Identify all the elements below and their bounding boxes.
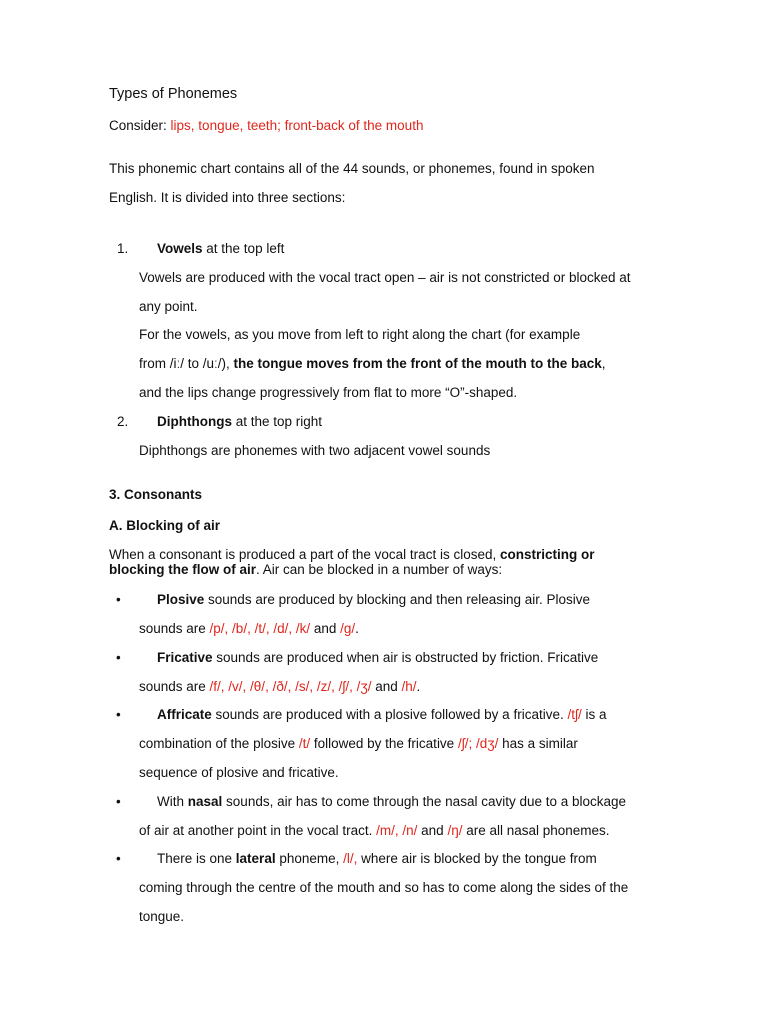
affricate-line-1 xyxy=(157,706,607,724)
bullet-affricate: • xyxy=(116,707,121,722)
plosive-phonemes: /p/, /b/, /t/, /d/, /k/ xyxy=(209,621,311,636)
lateral-line-3: tongue. xyxy=(139,909,185,924)
nasal-line-2 xyxy=(139,822,610,840)
nasal-l2-pre: of air at another point in the vocal tract. xyxy=(139,823,377,838)
fricative-end: . xyxy=(416,679,421,694)
diphthongs-heading xyxy=(157,413,322,431)
plosive-line-2 xyxy=(139,620,359,638)
lateral-line-1 xyxy=(157,850,597,868)
consonants-intro-post: . Air can be blocked in a number of ways: xyxy=(256,562,503,577)
diphthongs-heading-rest: at the top right xyxy=(231,414,323,429)
vowels-line-4-pre: from /iː/ to /uː/), xyxy=(139,356,234,371)
plosive-bold: Plosive xyxy=(157,592,205,607)
nasal-and: and xyxy=(417,823,448,838)
bullet-lateral: • xyxy=(116,851,121,866)
consider-value: lips, tongue, teeth; front-back of the mouth xyxy=(170,118,424,133)
vowels-line-1: Vowels are produced with the vocal tract open – air is not constricted or blocked at xyxy=(139,270,631,285)
intro-line-2: English. It is divided into three sections: xyxy=(109,190,346,205)
vowels-line-2: any point. xyxy=(139,299,198,314)
page-title: Types of Phonemes xyxy=(109,86,238,102)
affricate-rest: sounds are produced with a plosive followed by a fricative. xyxy=(211,707,568,722)
fricative-and: and xyxy=(371,679,402,694)
vowels-line-3: For the vowels, as you move from left to right along the chart (for example xyxy=(139,327,581,342)
diphthongs-line-1: Diphthongs are phonemes with two adjacent vowel sounds xyxy=(139,443,491,458)
lateral-mid: phoneme, xyxy=(275,851,344,866)
nasal-rest: sounds, air has to come through the nasal cavity due to a blockage xyxy=(222,794,627,809)
vowels-line-5: and the lips change progressively from flat to more “O”-shaped. xyxy=(139,385,518,400)
vowels-heading-rest: at the top left xyxy=(202,241,285,256)
nasal-l2-post: are all nasal phonemes. xyxy=(462,823,610,838)
lateral-bold: lateral xyxy=(235,851,276,866)
plosive-rest: sounds are produced by blocking and then releasing air. Plosive xyxy=(204,592,591,607)
affricate-l2-post: has a similar xyxy=(498,736,578,751)
fricative-bold: Fricative xyxy=(157,650,213,665)
vowels-heading-bold: Vowels xyxy=(157,241,203,256)
consider-label: Consider: xyxy=(109,118,167,133)
consonants-intro-line-2 xyxy=(109,562,502,577)
vowels-heading xyxy=(157,240,284,258)
vowels-line-4 xyxy=(139,355,606,373)
fricative-line-2 xyxy=(139,678,420,696)
vowels-line-4-bold: the tongue moves from the front of the mouth to the back xyxy=(233,356,602,371)
affricate-phoneme-t: /t/ xyxy=(298,736,311,751)
affricate-line-2 xyxy=(139,735,578,753)
list-number-1: 1. xyxy=(117,241,129,256)
affricate-rest2: is a xyxy=(581,707,607,722)
affricate-phoneme-sh-dzh: /ʃ/; /dʒ/ xyxy=(457,736,499,751)
nasal-bold: nasal xyxy=(187,794,223,809)
consonants-intro-pre: When a consonant is produced a part of the vocal tract is closed, xyxy=(109,547,500,562)
lateral-rest: where air is blocked by the tongue from xyxy=(357,851,597,866)
bullet-fricative: • xyxy=(116,650,121,665)
lateral-phoneme-l: /l/, xyxy=(343,851,358,866)
fricative-rest: sounds are produced when air is obstructed by friction. Fricative xyxy=(212,650,599,665)
fricative-line-1 xyxy=(157,649,598,667)
affricate-bold: Affricate xyxy=(157,707,212,722)
nasal-pre: With xyxy=(157,794,188,809)
affricate-l2-mid: followed by the fricative xyxy=(310,736,458,751)
plosive-end: . xyxy=(355,621,359,636)
intro-line-1: This phonemic chart contains all of the 44 sounds, or phonemes, found in spoken xyxy=(109,161,595,176)
nasal-phoneme-ng: /ŋ/ xyxy=(447,823,463,838)
consonants-intro-bold-2: blocking the flow of air xyxy=(109,562,257,577)
consider-line xyxy=(109,117,423,135)
consonants-heading xyxy=(109,486,202,504)
affricate-l2-pre: combination of the plosive xyxy=(139,736,299,751)
fricative-l2-pre: sounds are xyxy=(139,679,210,694)
diphthongs-heading-bold: Diphthongs xyxy=(157,414,232,429)
plosive-and: and xyxy=(310,621,341,636)
fricative-phoneme-h: /h/ xyxy=(401,679,417,694)
vowels-line-4-post: , xyxy=(601,356,606,371)
plosive-phoneme-g: /g/ xyxy=(340,621,356,636)
lateral-pre: There is one xyxy=(157,851,236,866)
affricate-phoneme-tsh: /tʃ/ xyxy=(567,707,582,722)
affricate-line-3: sequence of plosive and fricative. xyxy=(139,765,339,780)
consonants-intro-bold-1: constricting or xyxy=(499,547,595,562)
lateral-line-2: coming through the centre of the mouth and so has to come along the sides of the xyxy=(139,880,629,895)
nasal-line-1 xyxy=(157,793,626,811)
consonants-intro-line-1 xyxy=(109,547,594,562)
consonants-heading-bold: 3. Consonants xyxy=(109,487,203,502)
nasal-phonemes: /m/, /n/ xyxy=(376,823,418,838)
bullet-plosive: • xyxy=(116,592,121,607)
blocking-subheading-bold: A. Blocking of air xyxy=(109,518,221,533)
plosive-l2-pre: sounds are xyxy=(139,621,210,636)
blocking-subheading xyxy=(109,517,220,535)
plosive-line-1 xyxy=(157,591,590,609)
list-number-2: 2. xyxy=(117,414,129,429)
fricative-phonemes: /f/, /v/, /θ/, /ð/, /s/, /z/, /ʃ/, /ʒ/ xyxy=(209,679,372,694)
bullet-nasal: • xyxy=(116,794,121,809)
